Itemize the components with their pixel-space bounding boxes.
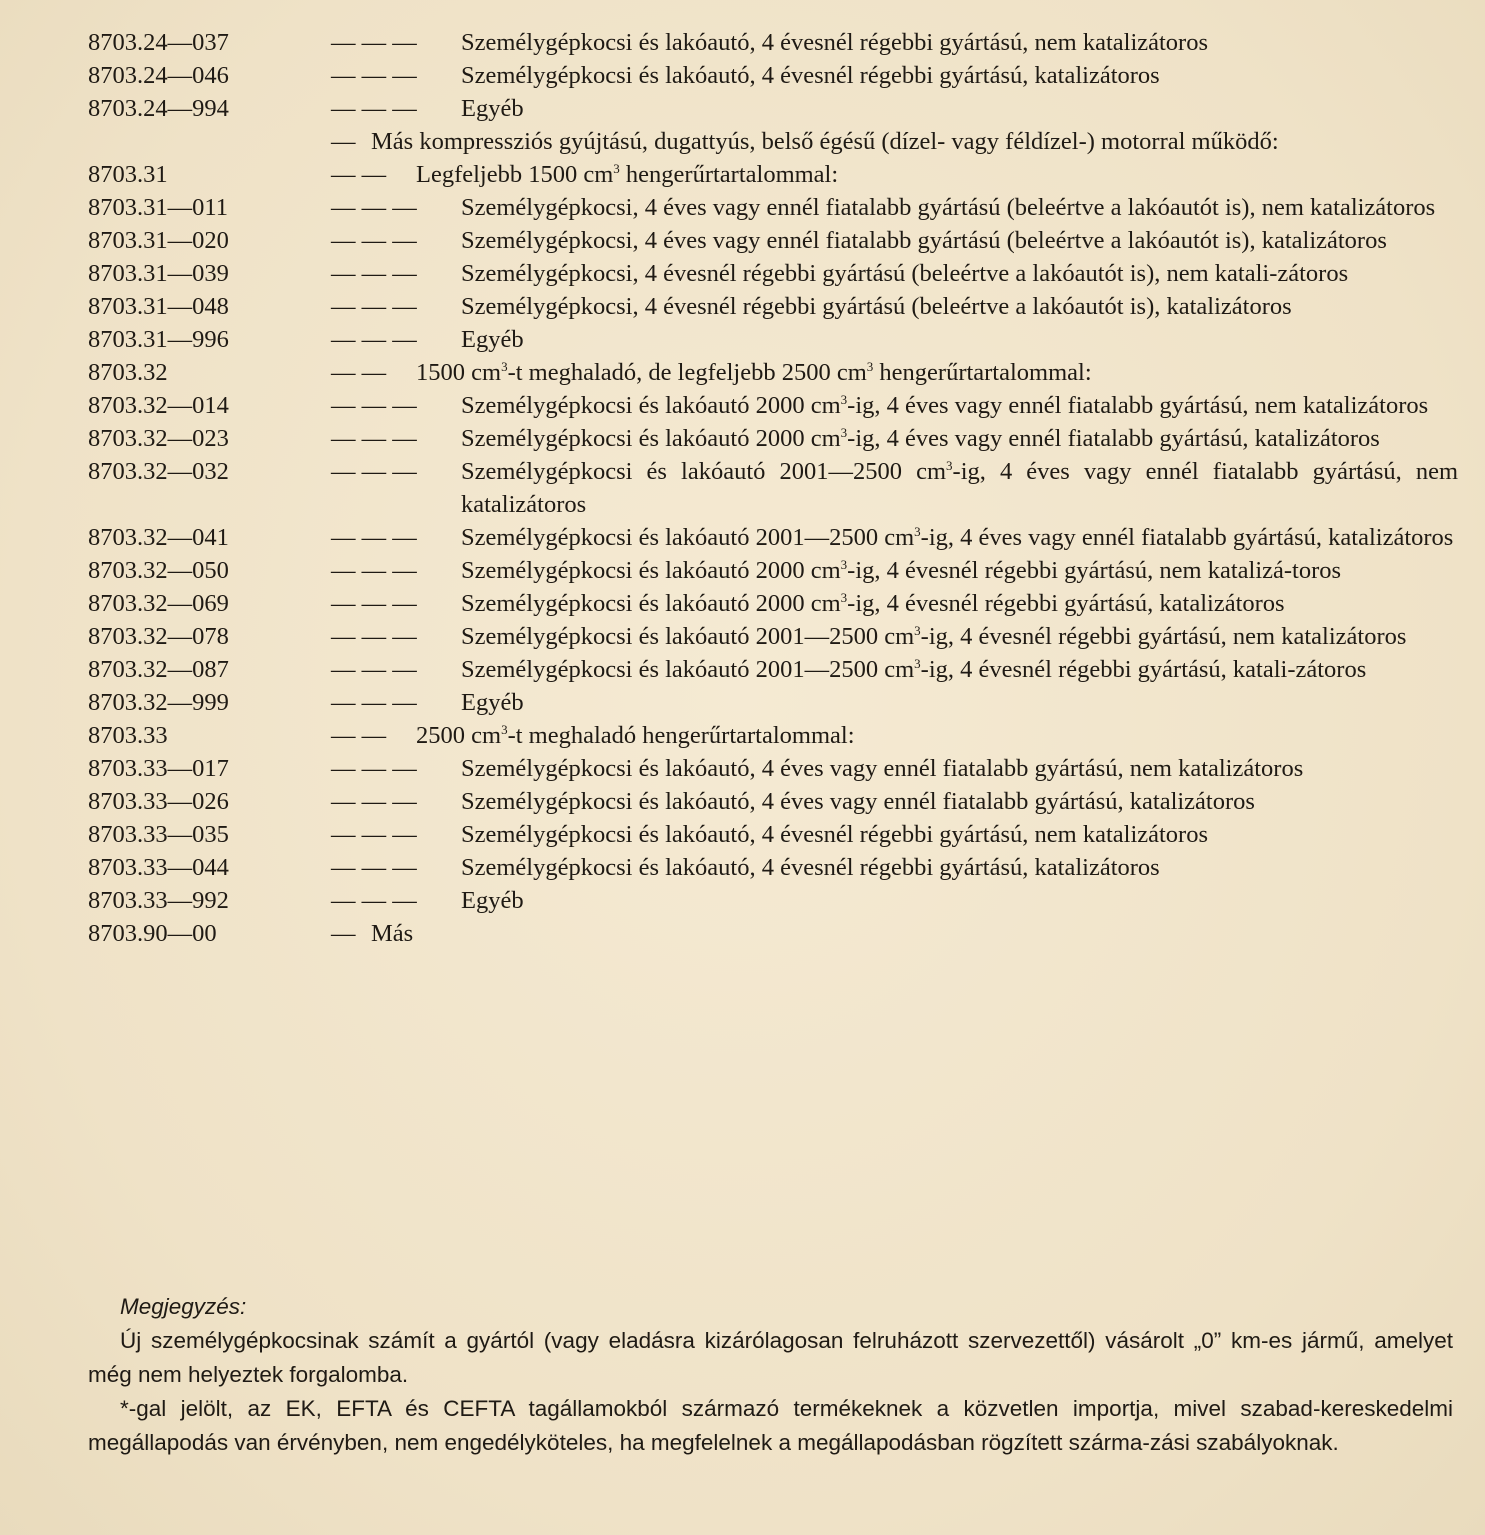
superscript: 3	[914, 524, 921, 539]
superscript: 3	[840, 590, 848, 605]
notes-section	[88, 1290, 1453, 1460]
tariff-row	[88, 59, 1458, 92]
description-text: Személygépkocsi és lakóautó, 4 évesnél régebbi gyártású, nem katalizátoros	[461, 821, 1208, 848]
tariff-row	[88, 719, 1458, 752]
description-text: -ig, 4 éves vagy ennél fiatalabb gyártású, nem katalizátoros	[847, 392, 1429, 419]
tariff-code: 8703.31—011	[88, 194, 228, 221]
superscript: 3	[866, 359, 874, 374]
tariff-row	[88, 917, 1458, 950]
tariff-row	[88, 818, 1458, 851]
tariff-description	[331, 158, 1458, 191]
description-text: Személygépkocsi és lakóautó, 4 éves vagy ennél fiatalabb gyártású, nem katalizátoros	[461, 755, 1304, 782]
superscript: 3	[840, 557, 848, 572]
level-dashes: — — —	[331, 689, 417, 716]
superscript: 3	[946, 458, 953, 473]
tariff-code: 8703.32—078	[88, 623, 229, 650]
description-text: -t meghaladó, de legfeljebb 2500 cm	[507, 359, 867, 386]
tariff-code: 8703.90—00	[88, 920, 217, 947]
tariff-description	[331, 752, 1458, 785]
tariff-row	[88, 125, 1458, 158]
tariff-code: 8703.31	[88, 161, 168, 188]
tariff-row	[88, 257, 1458, 290]
level-dashes: — — —	[331, 656, 417, 683]
description-text: Személygépkocsi és lakóautó 2000 cm	[461, 590, 841, 617]
description-text: 2500 cm	[416, 722, 502, 749]
tariff-code: 8703.32—069	[88, 590, 229, 617]
description-text: Más	[371, 920, 414, 947]
tariff-code: 8703.33—044	[88, 854, 229, 881]
level-dashes: — — —	[331, 524, 417, 551]
level-dashes: — — —	[331, 227, 417, 254]
level-dashes: — — —	[331, 392, 417, 419]
tariff-code: 8703.33—035	[88, 821, 229, 848]
tariff-description	[331, 224, 1458, 257]
tariff-row	[88, 290, 1458, 323]
description-text: Személygépkocsi és lakóautó, 4 évesnél régebbi gyártású, katalizátoros	[461, 854, 1160, 881]
tariff-code: 8703.31—048	[88, 293, 229, 320]
description-text: -ig, 4 éves vagy ennél fiatalabb gyártású, katalizátoros	[847, 425, 1380, 452]
level-dashes: — — —	[331, 887, 417, 914]
description-text: -ig, 4 éves vagy ennél fiatalabb gyártású, katalizátoros	[920, 524, 1454, 551]
superscript: 3	[914, 623, 921, 638]
level-dashes: — — —	[331, 755, 417, 782]
tariff-description	[331, 554, 1458, 587]
tariff-description	[331, 785, 1458, 818]
tariff-description	[331, 26, 1458, 59]
level-dashes: — —	[331, 722, 387, 749]
tariff-row	[88, 356, 1458, 389]
description-text: -ig, 4 évesnél régebbi gyártású, katalizátoros	[847, 590, 1285, 617]
description-text: Személygépkocsi és lakóautó, 4 évesnél régebbi gyártású, nem katalizátoros	[461, 29, 1208, 56]
description-text: Személygépkocsi és lakóautó 2001—2500 cm	[461, 623, 915, 650]
description-text: hengerűrtartalommal:	[619, 161, 839, 188]
tariff-description	[331, 521, 1458, 554]
tariff-row	[88, 752, 1458, 785]
superscript: 3	[840, 392, 848, 407]
tariff-row	[88, 158, 1458, 191]
tariff-description	[331, 719, 1458, 752]
tariff-row	[88, 455, 1458, 521]
description-text: Más kompressziós gyújtású, dugattyús, belső égésű (dízel- vagy féldízel-) motorral működő:	[371, 128, 1279, 155]
tariff-code: 8703.32—023	[88, 425, 229, 452]
description-text: Személygépkocsi és lakóautó 2001—2500 cm	[461, 524, 915, 551]
tariff-description	[331, 92, 1458, 125]
description-text: Személygépkocsi, 4 éves vagy ennél fiatalabb gyártású (beleértve a lakóautót is), katalizátoros	[461, 227, 1387, 254]
tariff-row	[88, 851, 1458, 884]
tariff-description	[331, 59, 1458, 92]
level-dashes: — — —	[331, 293, 417, 320]
description-text: Személygépkocsi, 4 évesnél régebbi gyártású (beleértve a lakóautót is), nem katali-zátoros	[461, 260, 1349, 287]
tariff-code: 8703.32—087	[88, 656, 229, 683]
tariff-row	[88, 620, 1458, 653]
tariff-description	[331, 818, 1458, 851]
level-dashes: — — —	[331, 326, 417, 353]
tariff-row	[88, 686, 1458, 719]
note-paragraph-2: *-gal jelölt, az EK, EFTA és CEFTA tagállamokból származó termékeknek a közvetlen importja, mivel szabad-kereskedelmi megállapodás van érvényben, nem engedélyköteles, ha megfelelnek a megállapodásban rögzített szárma-zási szabályoknak.	[88, 1396, 1453, 1455]
tariff-description	[331, 653, 1458, 686]
note-paragraph-1: Új személygépkocsinak számít a gyártól (vagy eladásra kizárólagosan felruházott szervezettől) vásárolt „0” km-es jármű, amelyet még nem helyeztek forgalomba.	[88, 1328, 1453, 1387]
tariff-row	[88, 554, 1458, 587]
tariff-row	[88, 653, 1458, 686]
notes-title: Megjegyzés:	[120, 1294, 247, 1319]
description-text: Legfeljebb 1500 cm	[416, 161, 614, 188]
tariff-description	[331, 455, 1458, 521]
level-dashes: — — —	[331, 590, 417, 617]
tariff-code: 8703.33—017	[88, 755, 229, 782]
tariff-description	[331, 389, 1458, 422]
tariff-code: 8703.24—046	[88, 62, 229, 89]
tariff-code-list	[88, 26, 1458, 950]
superscript: 3	[840, 425, 848, 440]
tariff-code: 8703.24—994	[88, 95, 229, 122]
tariff-code: 8703.31—020	[88, 227, 229, 254]
description-text: hengerűrtartalommal:	[873, 359, 1092, 386]
tariff-code: 8703.31—039	[88, 260, 229, 287]
level-dashes: — — —	[331, 854, 417, 881]
superscript: 3	[914, 656, 921, 671]
tariff-description	[331, 257, 1458, 290]
description-text: Egyéb	[461, 326, 524, 353]
tariff-code: 8703.32—050	[88, 557, 229, 584]
tariff-row	[88, 92, 1458, 125]
level-dashes: —	[331, 920, 356, 947]
level-dashes: — — —	[331, 557, 417, 584]
description-text: -t meghaladó hengerűrtartalommal:	[507, 722, 855, 749]
tariff-description	[331, 356, 1458, 389]
description-text: Személygépkocsi és lakóautó, 4 éves vagy ennél fiatalabb gyártású, katalizátoros	[461, 788, 1255, 815]
description-text: Személygépkocsi, 4 évesnél régebbi gyártású (beleértve a lakóautót is), katalizátoros	[461, 293, 1292, 320]
tariff-code: 8703.32—032	[88, 458, 229, 485]
tariff-description	[331, 422, 1458, 455]
description-text: Személygépkocsi és lakóautó 2001—2500 cm	[461, 656, 915, 683]
superscript: 3	[501, 722, 508, 737]
level-dashes: —	[331, 128, 356, 155]
tariff-row	[88, 389, 1458, 422]
description-text: Személygépkocsi és lakóautó 2000 cm	[461, 557, 841, 584]
level-dashes: — — —	[331, 425, 417, 452]
tariff-row	[88, 521, 1458, 554]
level-dashes: — — —	[331, 260, 417, 287]
tariff-code: 8703.33—992	[88, 887, 229, 914]
tariff-code: 8703.33	[88, 722, 168, 749]
description-text: -ig, 4 éves vagy ennél fiatalabb gyártású, nem katalizátoros	[461, 458, 1458, 518]
tariff-description	[331, 917, 1458, 950]
tariff-description	[331, 587, 1458, 620]
description-text: -ig, 4 évesnél régebbi gyártású, nem katalizá-toros	[847, 557, 1342, 584]
description-text: Személygépkocsi, 4 éves vagy ennél fiatalabb gyártású (beleértve a lakóautót is), nem katalizátoros	[461, 194, 1436, 221]
level-dashes: — — —	[331, 821, 417, 848]
tariff-description	[331, 686, 1458, 719]
tariff-description	[331, 191, 1458, 224]
description-text: Személygépkocsi és lakóautó 2000 cm	[461, 425, 841, 452]
tariff-row	[88, 191, 1458, 224]
level-dashes: — — —	[331, 62, 417, 89]
level-dashes: — — —	[331, 788, 417, 815]
tariff-description	[331, 323, 1458, 356]
tariff-row	[88, 422, 1458, 455]
tariff-description	[331, 884, 1458, 917]
description-text: Egyéb	[461, 95, 524, 122]
superscript: 3	[613, 161, 620, 176]
description-text: Egyéb	[461, 689, 524, 716]
tariff-code: 8703.32—999	[88, 689, 229, 716]
tariff-code: 8703.33—026	[88, 788, 229, 815]
level-dashes: — — —	[331, 194, 417, 221]
tariff-description	[331, 125, 1458, 158]
description-text: Személygépkocsi és lakóautó 2001—2500 cm	[461, 458, 947, 485]
description-text: Egyéb	[461, 887, 524, 914]
tariff-description	[331, 290, 1458, 323]
tariff-row	[88, 26, 1458, 59]
description-text: 1500 cm	[416, 359, 502, 386]
level-dashes: — — —	[331, 458, 417, 485]
level-dashes: — —	[331, 161, 387, 188]
tariff-row	[88, 323, 1458, 356]
tariff-code: 8703.32	[88, 359, 168, 386]
tariff-row	[88, 785, 1458, 818]
tariff-row	[88, 587, 1458, 620]
tariff-row	[88, 224, 1458, 257]
tariff-row	[88, 884, 1458, 917]
tariff-description	[331, 851, 1458, 884]
tariff-description	[331, 620, 1458, 653]
tariff-code: 8703.32—041	[88, 524, 229, 551]
tariff-code: 8703.31—996	[88, 326, 229, 353]
tariff-code: 8703.32—014	[88, 392, 229, 419]
tariff-code: 8703.24—037	[88, 29, 229, 56]
description-text: Személygépkocsi és lakóautó, 4 évesnél régebbi gyártású, katalizátoros	[461, 62, 1160, 89]
description-text: -ig, 4 évesnél régebbi gyártású, nem katalizátoros	[920, 623, 1407, 650]
level-dashes: — — —	[331, 95, 417, 122]
level-dashes: — — —	[331, 623, 417, 650]
level-dashes: — —	[331, 359, 387, 386]
description-text: -ig, 4 évesnél régebbi gyártású, katali-zátoros	[920, 656, 1367, 683]
level-dashes: — — —	[331, 29, 417, 56]
superscript: 3	[501, 359, 508, 374]
description-text: Személygépkocsi és lakóautó 2000 cm	[461, 392, 841, 419]
